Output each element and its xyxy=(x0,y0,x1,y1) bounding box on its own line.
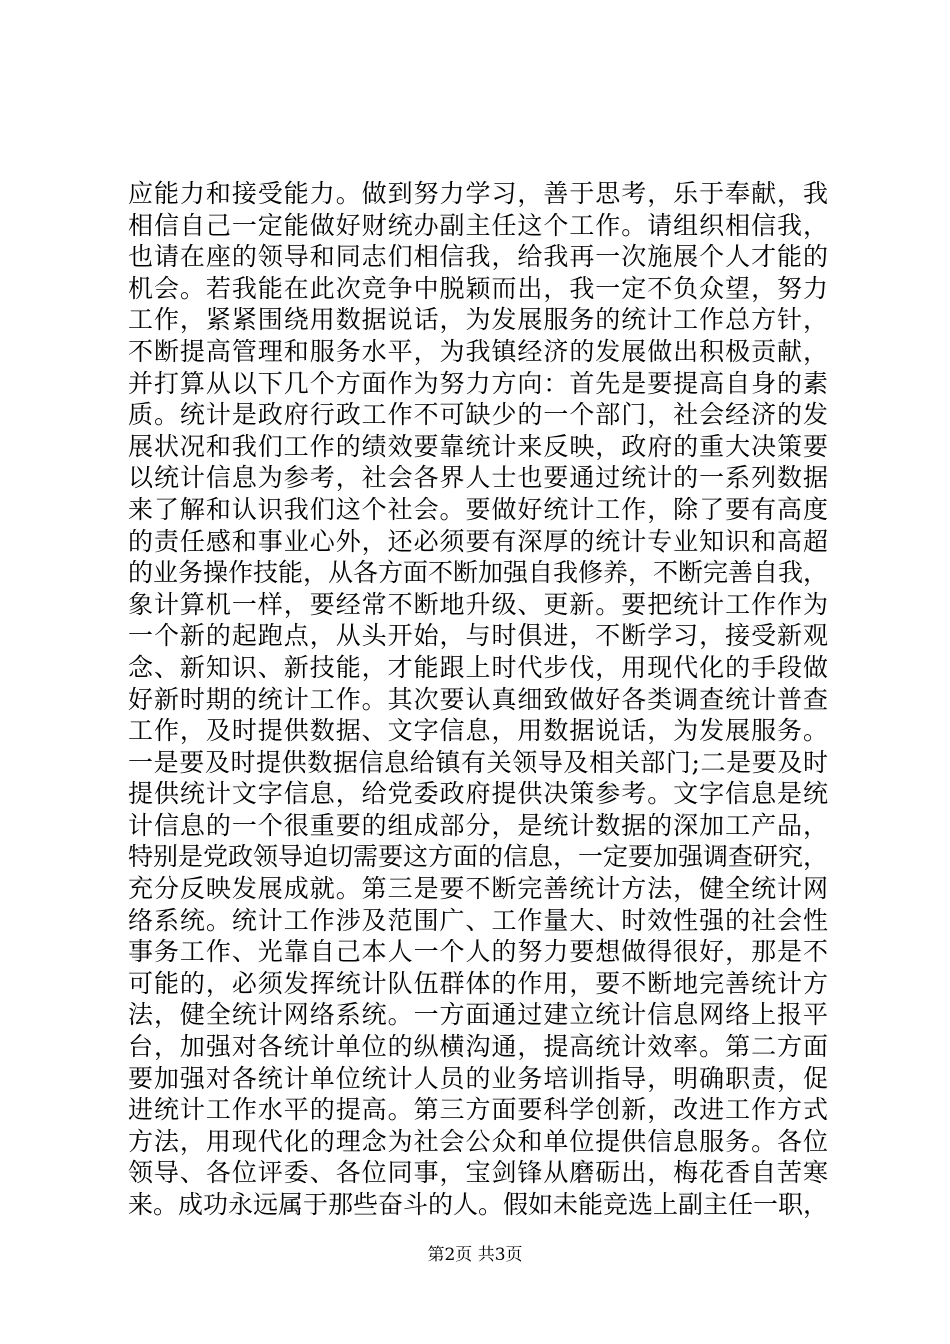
text-line: 象计算机一样，要经常不断地升级、更新。要把统计工作作为 xyxy=(128,589,828,619)
text-line: 一是要及时提供数据信息给镇有关领导及相关部门;二是要及时 xyxy=(128,747,828,777)
text-line: 相信自己一定能做好财统办副主任这个工作。请组织相信我， xyxy=(128,210,828,240)
text-line: 来。成功永远属于那些奋斗的人。假如未能竞选上副主任一职， xyxy=(128,1190,828,1219)
text-line: 工作，紧紧围绕用数据说话，为发展服务的统计工作总方针， xyxy=(128,305,828,335)
page-footer: 第2页 共3页 xyxy=(427,1245,523,1265)
text-line: 好新时期的统计工作。其次要认真细致做好各类调查统计普查 xyxy=(128,684,828,714)
text-line: 来了解和认识我们这个社会。要做好统计工作，除了要有高度 xyxy=(128,494,828,524)
text-line: 应能力和接受能力。做到努力学习，善于思考，乐于奉献，我 xyxy=(128,179,828,208)
text-line: 法，健全统计网络系统。一方面通过建立统计信息网络上报平 xyxy=(128,1000,828,1030)
text-line: 台，加强对各统计单位的纵横沟通，提高统计效率。第二方面 xyxy=(128,1032,828,1062)
text-line: 也请在座的领导和同志们相信我，给我再一次施展个人才能的 xyxy=(128,242,828,272)
text-line: 质。统计是政府行政工作不可缺少的一个部门，社会经济的发 xyxy=(128,400,828,430)
text-line: 念、新知识、新技能，才能跟上时代步伐，用现代化的手段做 xyxy=(128,652,828,682)
text-line: 方法，用现代化的理念为社会公众和单位提供信息服务。各位 xyxy=(128,1126,828,1156)
text-line: 计信息的一个很重要的组成部分，是统计数据的深加工产品， xyxy=(128,810,828,840)
text-line: 不断提高管理和服务水平，为我镇经济的发展做出积极贡献， xyxy=(128,336,828,366)
text-line: 的业务操作技能，从各方面不断加强自我修养，不断完善自我， xyxy=(128,558,828,588)
body-text xyxy=(128,178,828,1221)
text-line: 工作，及时提供数据、文字信息，用数据说话，为发展服务。 xyxy=(128,716,828,746)
text-line: 并打算从以下几个方面作为努力方向：首先是要提高自身的素 xyxy=(128,368,828,398)
text-line: 要加强对各统计单位统计人员的业务培训指导，明确职责，促 xyxy=(128,1063,828,1093)
text-line: 进统计工作水平的提高。第三方面要科学创新，改进工作方式 xyxy=(128,1095,828,1125)
text-line: 一个新的起跑点，从头开始，与时俱进，不断学习，接受新观 xyxy=(128,621,828,651)
text-line: 的责任感和事业心外，还必须要有深厚的统计专业知识和高超 xyxy=(128,526,828,556)
text-line: 机会。若我能在此次竞争中脱颖而出，我一定不负众望，努力 xyxy=(128,273,828,303)
text-line: 以统计信息为参考，社会各界人士也要通过统计的一系列数据 xyxy=(128,463,828,493)
text-line: 事务工作、光靠自己本人一个人的努力要想做得很好，那是不 xyxy=(128,937,828,967)
text-line: 领导、各位评委、各位同事，宝剑锋从磨砺出，梅花香自苦寒 xyxy=(128,1158,828,1188)
text-line: 充分反映发展成就。第三是要不断完善统计方法，健全统计网 xyxy=(128,874,828,904)
text-line: 提供统计文字信息，给党委政府提供决策参考。文字信息是统 xyxy=(128,779,828,809)
text-line: 展状况和我们工作的绩效要靠统计来反映，政府的重大决策要 xyxy=(128,431,828,461)
text-line: 特别是党政领导迫切需要这方面的信息，一定要加强调查研究， xyxy=(128,842,828,872)
text-line: 络系统。统计工作涉及范围广、工作量大、时效性强的社会性 xyxy=(128,905,828,935)
text-line: 可能的，必须发挥统计队伍群体的作用，要不断地完善统计方 xyxy=(128,968,828,998)
